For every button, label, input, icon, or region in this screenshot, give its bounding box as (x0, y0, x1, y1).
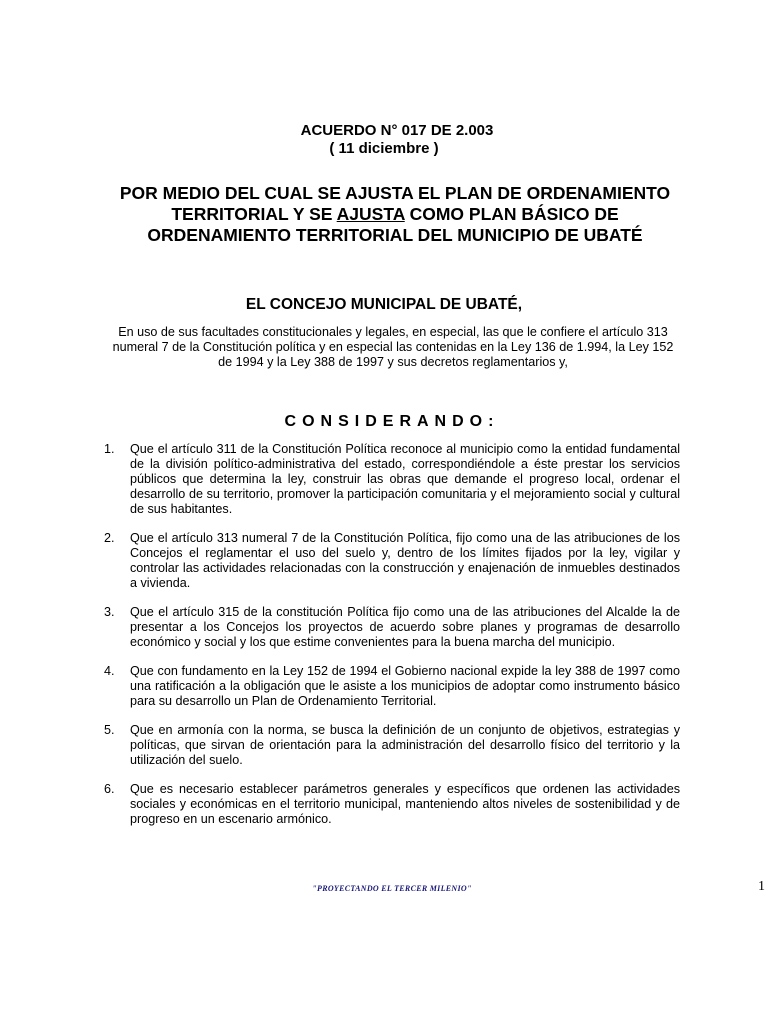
list-item-text: Que con fundamento en la Ley 152 de 1994 el Gobierno nacional expide la ley 388 de 1997 como una ratificación a la obligación que le asiste a los municipios de adoptar como instrumento básico para su desarrollo un Plan de Ordenamiento Territorial. (130, 664, 680, 708)
list-item-number: 5. (104, 723, 115, 737)
list-item-text: Que el artículo 311 de la Constitución Política reconoce al municipio como la entidad fundamental de la división político-administrativa del estado, correspondiéndole a éste prestar los servicios públicos que determina la ley, construir las obras que demande el progreso local, ordenar el desarrollo de su territorio, promover la participación comunitaria y el mejoramiento social y cultural de sus habitantes. (130, 442, 680, 516)
document-title (110, 183, 680, 246)
list-item-text: Que es necesario establecer parámetros generales y específicos que ordenen las actividades sociales y económicas en el territorio municipal, manteniendo altos niveles de sostenibilidad y de progreso en un escenario armónico. (130, 782, 680, 826)
list-item (104, 723, 680, 768)
list-item-text: Que el artículo 313 numeral 7 de la Constitución Política, fijo como una de las atribuciones de los Concejos el reglamentar el uso del suelo y, dentro de los límites fijados por la ley, vigilar y controlar las actividades relacionadas con la construcción y enajenación de inmuebles destinados a vivienda. (130, 531, 680, 590)
page-number: 1 (758, 879, 765, 894)
list-item-number: 6. (104, 782, 115, 796)
preamble-paragraph: En uso de sus facultades constitucionales y legales, en especial, las que le confiere el artículo 313 numeral 7 de la Constitución política y en especial las contenidas en la Ley 136 de 1.994, la Ley 152 de 1994 y la Ley 388 de 1997 y sus decretos reglamentarios y, (112, 325, 674, 369)
list-item-number: 4. (104, 664, 115, 678)
list-item (104, 664, 680, 709)
list-item-number: 2. (104, 531, 115, 545)
list-item (104, 782, 680, 827)
considerando-heading: CONSIDERANDO: (284, 413, 500, 430)
list-item-number: 1. (104, 442, 115, 456)
council-heading: EL CONCEJO MUNICIPAL DE UBATÉ, (245, 296, 523, 313)
considerations-list (104, 442, 680, 841)
list-item-text: Que el artículo 315 de la constitución Política fijo como una de las atribuciones del Alcalde la de presentar a los Concejos los proyectos de acuerdo sobre planes y programas de desarrollo económico y social y los que estime convenientes para la buena marcha del municipio. (130, 605, 680, 649)
list-item (104, 442, 680, 517)
list-item (104, 605, 680, 650)
act-header (0, 122, 768, 158)
act-number: ACUERDO N° 017 DE 2.003 (300, 122, 494, 139)
footer-motto: "PROYECTANDO EL TERCER MILENIO" (312, 884, 472, 893)
list-item-text: Que en armonía con la norma, se busca la definición de un conjunto de objetivos, estrategias y políticas, que sirvan de orientación para la administración del desarrollo físico del territorio y la utilización del suelo. (130, 723, 680, 767)
title-part-1: POR MEDIO DEL CUAL SE AJUSTA EL PLAN DE ORDENAMIENTO TERRITORIAL Y SE (119, 183, 671, 224)
title-part-2: COMO PLAN BÁSICO DE ORDENAMIENTO TERRITORIAL DEL MUNICIPIO DE UBATÉ (147, 204, 643, 245)
list-item-number: 3. (104, 605, 115, 619)
act-date: ( 11 diciembre ) (329, 140, 439, 157)
title-underlined-word: AJUSTA (336, 204, 405, 224)
list-item (104, 531, 680, 591)
